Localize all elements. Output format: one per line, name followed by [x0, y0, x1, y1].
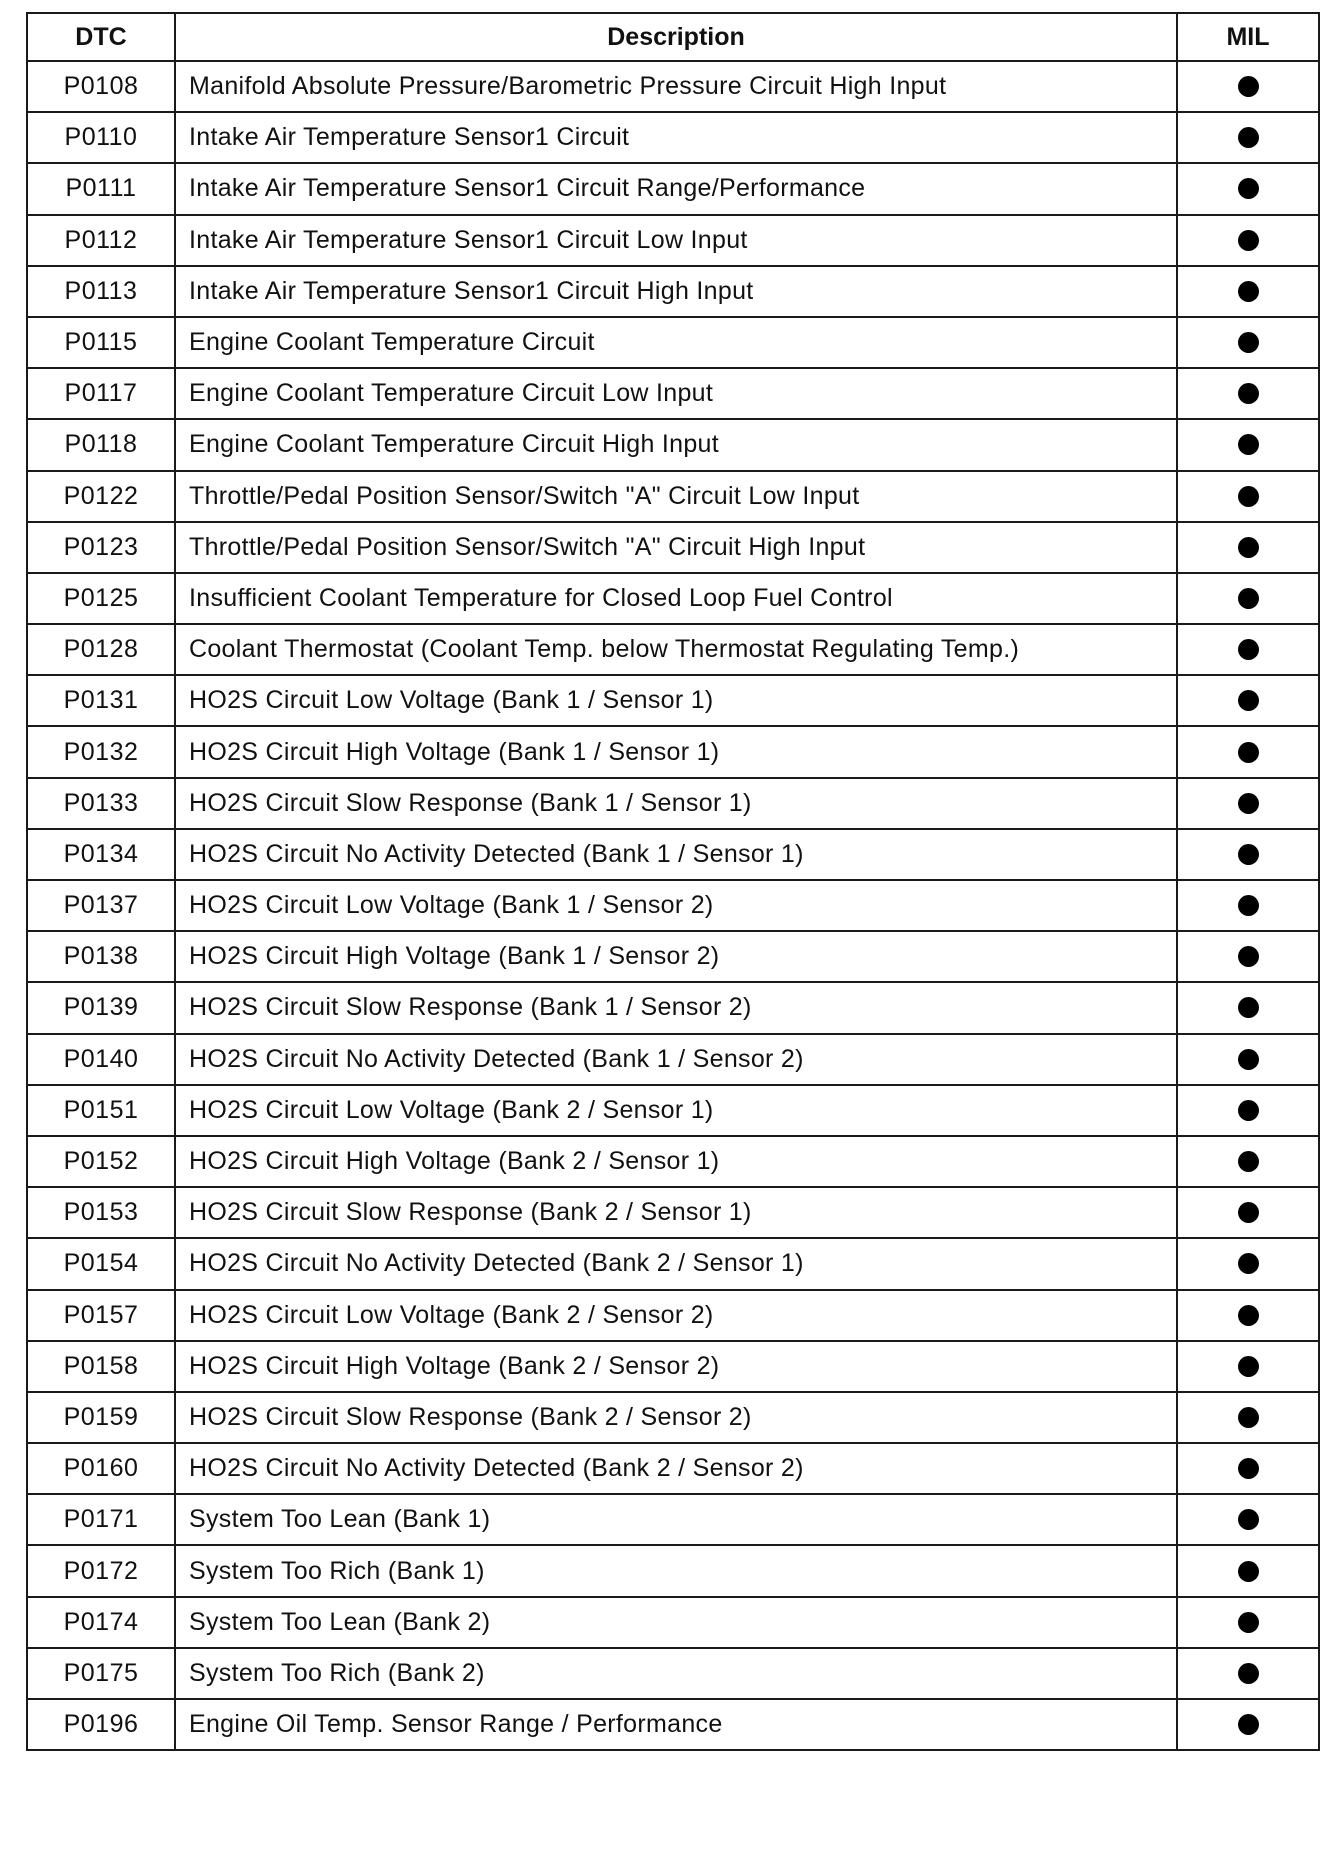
mil-cell — [1177, 1238, 1319, 1289]
mil-indicator-icon — [1238, 1151, 1259, 1172]
table-row — [27, 1136, 1319, 1187]
dtc-code: P0160 — [27, 1443, 175, 1494]
table-row — [27, 368, 1319, 419]
dtc-code: P0159 — [27, 1392, 175, 1443]
mil-cell — [1177, 1341, 1319, 1392]
table-header — [27, 13, 1319, 61]
mil-indicator-icon — [1238, 1253, 1259, 1274]
dtc-code: P0128 — [27, 624, 175, 675]
mil-cell — [1177, 1648, 1319, 1699]
mil-cell — [1177, 880, 1319, 931]
dtc-code: P0175 — [27, 1648, 175, 1699]
dtc-description: Engine Coolant Temperature Circuit — [175, 317, 1177, 368]
mil-indicator-icon — [1238, 1100, 1259, 1121]
dtc-code: P0152 — [27, 1136, 175, 1187]
mil-indicator-icon — [1238, 1612, 1259, 1633]
dtc-description: Intake Air Temperature Sensor1 Circuit High Input — [175, 266, 1177, 317]
dtc-description: System Too Rich (Bank 1) — [175, 1545, 1177, 1596]
mil-indicator-icon — [1238, 844, 1259, 865]
table-row — [27, 1290, 1319, 1341]
mil-indicator-icon — [1238, 332, 1259, 353]
dtc-code: P0134 — [27, 829, 175, 880]
mil-cell — [1177, 1392, 1319, 1443]
dtc-description: HO2S Circuit High Voltage (Bank 2 / Sensor 2) — [175, 1341, 1177, 1392]
mil-cell — [1177, 317, 1319, 368]
dtc-code: P0110 — [27, 112, 175, 163]
dtc-description: HO2S Circuit High Voltage (Bank 2 / Sensor 1) — [175, 1136, 1177, 1187]
dtc-description: Throttle/Pedal Position Sensor/Switch "A" Circuit Low Input — [175, 471, 1177, 522]
dtc-code: P0139 — [27, 982, 175, 1033]
table-body — [27, 61, 1319, 1750]
description-column-header: Description — [175, 13, 1177, 61]
mil-indicator-icon — [1238, 1305, 1259, 1326]
dtc-code: P0122 — [27, 471, 175, 522]
dtc-code: P0137 — [27, 880, 175, 931]
table-row — [27, 61, 1319, 112]
dtc-column-header: DTC — [27, 13, 175, 61]
mil-indicator-icon — [1238, 1561, 1259, 1582]
table-row — [27, 1085, 1319, 1136]
dtc-code: P0133 — [27, 778, 175, 829]
table-row — [27, 1238, 1319, 1289]
table-row — [27, 1597, 1319, 1648]
dtc-code: P0153 — [27, 1187, 175, 1238]
dtc-description: Intake Air Temperature Sensor1 Circuit Low Input — [175, 215, 1177, 266]
dtc-code: P0138 — [27, 931, 175, 982]
dtc-description: Manifold Absolute Pressure/Barometric Pressure Circuit High Input — [175, 61, 1177, 112]
table-row — [27, 1187, 1319, 1238]
table-row — [27, 726, 1319, 777]
dtc-code: P0196 — [27, 1699, 175, 1750]
table-row — [27, 1341, 1319, 1392]
dtc-code: P0113 — [27, 266, 175, 317]
mil-indicator-icon — [1238, 742, 1259, 763]
dtc-description: HO2S Circuit Low Voltage (Bank 1 / Sensor 1) — [175, 675, 1177, 726]
mil-cell — [1177, 163, 1319, 214]
dtc-code: P0108 — [27, 61, 175, 112]
mil-indicator-icon — [1238, 639, 1259, 660]
mil-cell — [1177, 778, 1319, 829]
table-row — [27, 266, 1319, 317]
mil-indicator-icon — [1238, 588, 1259, 609]
mil-indicator-icon — [1238, 1458, 1259, 1479]
dtc-description: HO2S Circuit Slow Response (Bank 1 / Sensor 2) — [175, 982, 1177, 1033]
mil-indicator-icon — [1238, 690, 1259, 711]
mil-cell — [1177, 1085, 1319, 1136]
dtc-code: P0118 — [27, 419, 175, 470]
dtc-description: HO2S Circuit High Voltage (Bank 1 / Sensor 1) — [175, 726, 1177, 777]
dtc-description: HO2S Circuit Low Voltage (Bank 2 / Sensor 1) — [175, 1085, 1177, 1136]
dtc-code: P0132 — [27, 726, 175, 777]
dtc-description: HO2S Circuit No Activity Detected (Bank 1 / Sensor 1) — [175, 829, 1177, 880]
mil-cell — [1177, 522, 1319, 573]
mil-cell — [1177, 1699, 1319, 1750]
mil-indicator-icon — [1238, 76, 1259, 97]
table-row — [27, 931, 1319, 982]
mil-indicator-icon — [1238, 1356, 1259, 1377]
mil-indicator-icon — [1238, 946, 1259, 967]
dtc-code: P0111 — [27, 163, 175, 214]
dtc-description: Engine Oil Temp. Sensor Range / Performance — [175, 1699, 1177, 1750]
dtc-description: HO2S Circuit Slow Response (Bank 2 / Sensor 1) — [175, 1187, 1177, 1238]
mil-cell — [1177, 829, 1319, 880]
mil-column-header: MIL — [1177, 13, 1319, 61]
mil-cell — [1177, 1034, 1319, 1085]
table-row — [27, 982, 1319, 1033]
dtc-code: P0117 — [27, 368, 175, 419]
table-row — [27, 778, 1319, 829]
table-row — [27, 471, 1319, 522]
dtc-description: Engine Coolant Temperature Circuit High Input — [175, 419, 1177, 470]
mil-cell — [1177, 215, 1319, 266]
mil-indicator-icon — [1238, 127, 1259, 148]
dtc-description: HO2S Circuit Slow Response (Bank 2 / Sensor 2) — [175, 1392, 1177, 1443]
table-row — [27, 624, 1319, 675]
table-row — [27, 1545, 1319, 1596]
mil-indicator-icon — [1238, 1663, 1259, 1684]
table-row — [27, 1699, 1319, 1750]
dtc-code: P0140 — [27, 1034, 175, 1085]
dtc-code: P0125 — [27, 573, 175, 624]
mil-cell — [1177, 1494, 1319, 1545]
mil-cell — [1177, 61, 1319, 112]
dtc-description: HO2S Circuit Low Voltage (Bank 1 / Sensor 2) — [175, 880, 1177, 931]
mil-indicator-icon — [1238, 1202, 1259, 1223]
dtc-code: P0172 — [27, 1545, 175, 1596]
mil-indicator-icon — [1238, 383, 1259, 404]
dtc-code: P0123 — [27, 522, 175, 573]
dtc-description: Insufficient Coolant Temperature for Closed Loop Fuel Control — [175, 573, 1177, 624]
mil-cell — [1177, 573, 1319, 624]
dtc-description: HO2S Circuit High Voltage (Bank 1 / Sensor 2) — [175, 931, 1177, 982]
dtc-code: P0154 — [27, 1238, 175, 1289]
table-row — [27, 215, 1319, 266]
dtc-description: HO2S Circuit No Activity Detected (Bank 2 / Sensor 2) — [175, 1443, 1177, 1494]
dtc-code: P0174 — [27, 1597, 175, 1648]
mil-indicator-icon — [1238, 895, 1259, 916]
mil-indicator-icon — [1238, 178, 1259, 199]
mil-cell — [1177, 1545, 1319, 1596]
dtc-description: HO2S Circuit Low Voltage (Bank 2 / Sensor 2) — [175, 1290, 1177, 1341]
dtc-description: HO2S Circuit No Activity Detected (Bank 1 / Sensor 2) — [175, 1034, 1177, 1085]
table-row — [27, 675, 1319, 726]
mil-indicator-icon — [1238, 793, 1259, 814]
dtc-code: P0158 — [27, 1341, 175, 1392]
table-row — [27, 1392, 1319, 1443]
table-row — [27, 829, 1319, 880]
table-row — [27, 112, 1319, 163]
mil-indicator-icon — [1238, 1714, 1259, 1735]
mil-cell — [1177, 368, 1319, 419]
mil-cell — [1177, 1443, 1319, 1494]
dtc-code: P0112 — [27, 215, 175, 266]
table-row — [27, 317, 1319, 368]
mil-indicator-icon — [1238, 537, 1259, 558]
table-row — [27, 573, 1319, 624]
dtc-description: HO2S Circuit No Activity Detected (Bank 2 / Sensor 1) — [175, 1238, 1177, 1289]
dtc-description: HO2S Circuit Slow Response (Bank 1 / Sensor 1) — [175, 778, 1177, 829]
dtc-code: P0171 — [27, 1494, 175, 1545]
mil-cell — [1177, 112, 1319, 163]
dtc-description: Coolant Thermostat (Coolant Temp. below Thermostat Regulating Temp.) — [175, 624, 1177, 675]
table-row — [27, 1443, 1319, 1494]
dtc-code: P0157 — [27, 1290, 175, 1341]
dtc-description: System Too Lean (Bank 2) — [175, 1597, 1177, 1648]
mil-indicator-icon — [1238, 1407, 1259, 1428]
table-row — [27, 1494, 1319, 1545]
mil-cell — [1177, 1597, 1319, 1648]
dtc-description: Throttle/Pedal Position Sensor/Switch "A" Circuit High Input — [175, 522, 1177, 573]
mil-cell — [1177, 471, 1319, 522]
dtc-description: Intake Air Temperature Sensor1 Circuit — [175, 112, 1177, 163]
dtc-description: System Too Rich (Bank 2) — [175, 1648, 1177, 1699]
mil-cell — [1177, 982, 1319, 1033]
dtc-table — [26, 12, 1320, 1751]
dtc-description: Engine Coolant Temperature Circuit Low Input — [175, 368, 1177, 419]
table-row — [27, 1648, 1319, 1699]
mil-cell — [1177, 1290, 1319, 1341]
mil-indicator-icon — [1238, 281, 1259, 302]
mil-cell — [1177, 624, 1319, 675]
table-row — [27, 163, 1319, 214]
mil-indicator-icon — [1238, 434, 1259, 455]
mil-cell — [1177, 675, 1319, 726]
mil-cell — [1177, 1136, 1319, 1187]
mil-cell — [1177, 931, 1319, 982]
table-row — [27, 522, 1319, 573]
dtc-description: Intake Air Temperature Sensor1 Circuit Range/Performance — [175, 163, 1177, 214]
mil-cell — [1177, 1187, 1319, 1238]
table-row — [27, 880, 1319, 931]
mil-indicator-icon — [1238, 230, 1259, 251]
mil-indicator-icon — [1238, 486, 1259, 507]
table-row — [27, 419, 1319, 470]
dtc-code: P0115 — [27, 317, 175, 368]
mil-cell — [1177, 419, 1319, 470]
dtc-code: P0131 — [27, 675, 175, 726]
dtc-code: P0151 — [27, 1085, 175, 1136]
dtc-description: System Too Lean (Bank 1) — [175, 1494, 1177, 1545]
mil-indicator-icon — [1238, 997, 1259, 1018]
mil-cell — [1177, 726, 1319, 777]
header-row — [27, 13, 1319, 61]
table-row — [27, 1034, 1319, 1085]
mil-indicator-icon — [1238, 1049, 1259, 1070]
mil-indicator-icon — [1238, 1509, 1259, 1530]
mil-cell — [1177, 266, 1319, 317]
